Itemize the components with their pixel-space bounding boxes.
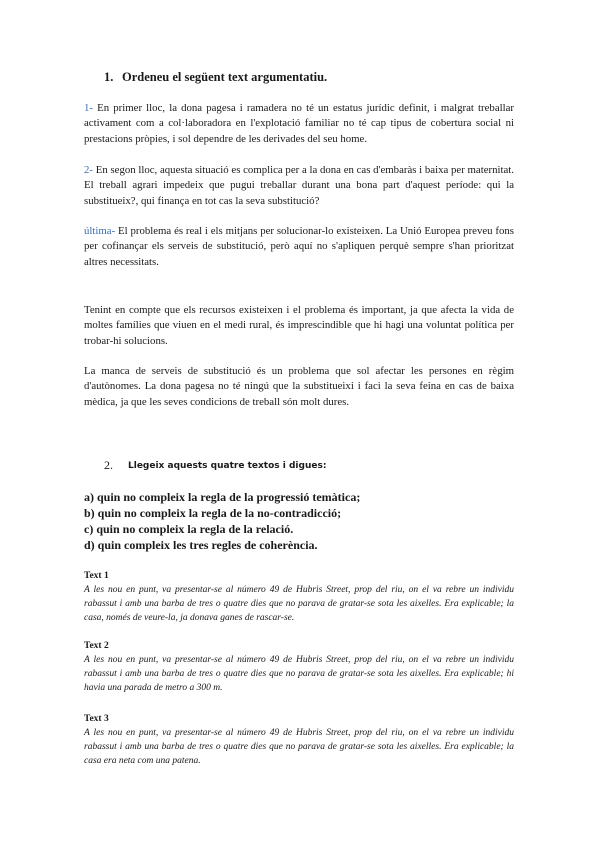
paragraph-text: La manca de serveis de substitució és un problema que sol afectar les persones en règim d'autònomes. La dona pagesa no té ningú que la substitueixi i faci la seva feina en cas de baixa mèdica, ja que les seves condicions de treball són molt dures.: [84, 365, 514, 408]
question-1-title: Ordeneu el següent text argumentatiu.: [122, 70, 328, 84]
question-2-title: Llegeix aquests quatre textos i digues:: [128, 461, 327, 471]
question-2-number: 2.: [104, 458, 113, 472]
paragraph-marker: 1-: [84, 102, 93, 114]
text-3-block: [84, 713, 514, 768]
text-3-label: Text 3: [84, 714, 109, 724]
option-a: a) quin no compleix la regla de la progressió temàtica;: [84, 490, 361, 504]
question-1-number: 1.: [104, 70, 114, 84]
options-list: [84, 489, 360, 553]
option-c: c) quin no compleix la regla de la relació.: [84, 522, 294, 536]
question-1-heading: [104, 70, 327, 85]
paragraph-3: [84, 224, 514, 270]
text-2-body: A les nou en punt, va presentar-se al número 49 de Hubris Street, prop del riu, on el va rebre un individu rabassut i amb una barba de tres o quatre dies que no parava de gratar-se sota les aixelles. Era explicable; hi havia una parada de metro a 300 m.: [84, 655, 514, 693]
paragraph-text: El problema és real i els mitjans per solucionar-lo existeixen. La Unió Europea preveu fons per cofinançar els serveis de substitució, però aquí no s'apliquen perquè sempre s'han prioritzat altres necessitats.: [84, 225, 514, 268]
paragraph-1: [84, 101, 514, 147]
paragraph-4: [84, 303, 514, 349]
paragraph-text: En primer lloc, la dona pagesa i ramadera no té un estatus jurídic definit, i malgrat treballar activament com a col·laboradora en l'explotació familiar no té cap tipus de cobertura social ni prestacions pròpies, i sol dependre de les derivades del seu home.: [84, 102, 514, 145]
text-1-label: Text 1: [84, 571, 109, 581]
paragraph-5: [84, 364, 514, 410]
text-2-block: [84, 640, 514, 695]
paragraph-text: En segon lloc, aquesta situació es complica per a la dona en cas d'embaràs i baixa per maternitat. El treball agrari impedeix que pugui treballar durant una bona part d'aquest període: qui la substitueix?, qui finança en tot cas la seva substitució?: [84, 164, 514, 207]
option-d: d) quin compleix les tres regles de coherència.: [84, 538, 318, 552]
text-2-label: Text 2: [84, 641, 109, 651]
paragraph-marker: última-: [84, 225, 116, 237]
text-3-body: A les nou en punt, va presentar-se al número 49 de Hubris Street, prop del riu, on el va rebre un individu rabassut i amb una barba de tres o quatre dies que no parava de gratar-se sota les aixelles. Era explicable; la casa era neta com una patena.: [84, 728, 514, 766]
paragraph-marker: 2-: [84, 164, 93, 176]
paragraph-text: Tenint en compte que els recursos existeixen i el problema és important, ja que afecta la vida de moltes famílies que viuen en el medi rural, és imprescindible que hi hagi una voluntat política per trobar-hi solucions.: [84, 304, 514, 347]
paragraph-2: [84, 163, 514, 209]
text-1-body: A les nou en punt, va presentar-se al número 49 de Hubris Street, prop del riu, on el va rebre un individu rabassut i amb una barba de tres o quatre dies que no parava de gratar-se sota les aixelles. Era explicable; la casa, només de veure-la, ja donava ganes de rascar-se.: [84, 585, 514, 623]
option-b: b) quin no compleix la regla de la no-contradicció;: [84, 506, 342, 520]
question-2-heading: [104, 458, 326, 473]
text-1-block: [84, 570, 514, 625]
